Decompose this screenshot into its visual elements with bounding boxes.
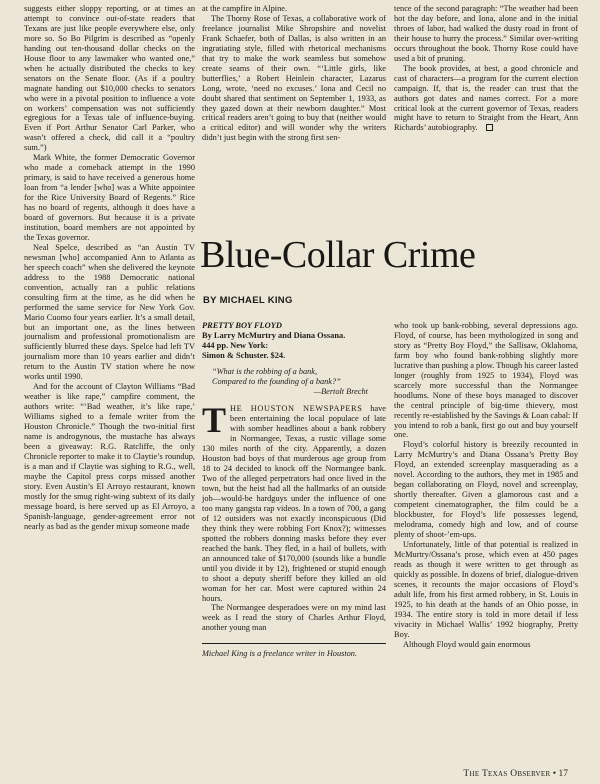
book-publisher: Simon & Schuster. $24. [202, 351, 286, 360]
paragraph: suggests either sloppy reporting, or at times an attempt to convince out-of-state readers that Texans are just like people everywhere else, only more so. So Bo Pilgrim is described as “openly handing out ten-thousand dollar checks on the House floor to any lawmaker who wanted one,” when he actually distributed the checks to key senators on the Senate floor. (As if a poultry magnate handing out $10,000 checks to senators who were in a pivotal position to influence a vote on workers’ compensation was not sufficiently egregious for a Texas tale of influence-buying. Even if Port Arthur Senator Carl Parker, who wasn’t offered a check, did call it a “poultry sum.”) [24, 4, 195, 153]
lead-in-caps: HE HOUSTON NEWSPAPERS [230, 404, 363, 414]
epigraph-line: “What is the robbing of a bank, [212, 367, 318, 376]
column-right-bottom [394, 321, 578, 649]
book-authors: By Larry McMurtry and Diana Ossana. [202, 331, 346, 340]
paragraph-with-end-mark [394, 64, 578, 134]
paragraph: Neal Spelce, described as “an Austin TV newsman [who] accompanied Ann to Atlanta as her speech coach” when she delivered the keynote address to the 1988 Democratic national convention, actually ran a public relations consulting firm at the time, as he did when he performed the same service for New York Gov. Mario Cuomo four years earlier. It’s a small detail, but an important one, as the lines between journalism and professional promotionalism are sufficiently blurred these days. Spelce had left TV journalism more than 10 years earlier and didn’t return to the Austin TV station where he now works until 1990. [24, 242, 195, 382]
column-middle-top [202, 4, 386, 143]
drop-cap: T [202, 400, 227, 441]
epigraph-line: Compared to the founding of a bank?” [212, 376, 341, 386]
column-left [24, 4, 195, 532]
article-headline: Blue-Collar Crime [200, 234, 476, 276]
paragraph: And for the account of Clayton Williams “Bad weather is like rape,” campfire comment, the authors write: “‘Bad weather, it’s like rape,’ Williams sighed to a female writer from the Houston Chronicle.” Though the two-initial first name is androgynous, the mustache has always been a giveaway: R.G. Ratcliffe, the only Chronicle reporter to make it to Claytie’s roundup, is a man and if Claytie was sighing to R.G., well, maybe the Capitol press corps missed another story. Even Austin’s El Arroyo restaurant, known mostly for the smug right-wing subtext of its daily message board, is here served up as El Arroyo, a Spanish-language, gender-agreement error not nearly as bad as the gender mixup someone made [24, 382, 195, 531]
column-middle-bottom [202, 321, 386, 659]
paragraph: The Thorny Rose of Texas, a collaborative work of freelance journalist Mike Shropshire and novelist Frank Schaefer, both of Dallas, is also written in an ingratiating style, filled with rhetorical mechanisms that try to make the work seamless but somehow create seams of their own. “‘Little girls, like butterflies,’ a Robert Heinlein character, Lazarus Long, wrote, ‘need no excuses.’ Iona and Cecil no doubt shared that sentiment on September 1, 1933, as they gazed down at their newborn daughter.” Most critical readers aren’t going to buy that (neither would a critical editor) and will wonder why the writers didn’t just begin with the strong first sen- [202, 13, 386, 143]
book-pages: 444 pp. New York: [202, 341, 269, 350]
paragraph: tence of the second paragraph: “The weather had been hot the day before, and Iona, alone and in the initial throes of labor, had walked the dusty road in front of their house to hurry the process.” Similar over-writing occurs throughout the book. Thorny Rose could have used a bit of pruning. [394, 4, 578, 63]
book-title: PRETTY BOY FLOYD [202, 321, 282, 330]
paragraph: who took up bank-robbing, several depressions ago. Floyd, of course, has been mythologized in song and story as “Pretty Boy Floyd,” the Sallisaw, Oklahoma, farm boy who found bank-robbing slightly more lucrative than pushing a plow. Though his career lasted longer (roughly from 1925 to 1934), Floyd was scarcely more successful than the Normangee hoodlums. None of these boys managed to discover the central principle of big-time thievery, most recently re-established by the Savings & Loan cabal: If you intend to rob a bank, first go out and buy yourself one. [394, 321, 578, 440]
paragraph: The Normangee desperadoes were on my mind last week as I read the story of Charles Arthur Floyd, another young man [202, 603, 386, 633]
folio-bullet: • [552, 769, 557, 779]
page-number: 17 [558, 769, 568, 779]
magazine-name: The Texas Observer [463, 769, 551, 779]
page-footer [463, 769, 568, 779]
lead-paragraph [202, 400, 386, 603]
paragraph-text: The book provides, at best, a good chronicle and cast of characters—a program for the current election campaign. If, that is, the reader can trust that the authors got dates and names correct. For a more critical look at the current governor of Texas, readers might have to return to Straight from the Heart, Ann Richards’ autobiography. [394, 63, 578, 133]
article-byline: BY MICHAEL KING [203, 295, 293, 306]
paragraph: Although Floyd would gain enormous [403, 639, 531, 649]
paragraph: Unfortunately, little of that potential is realized in McMurtry/Ossana’s prose, which even at 450 pages reads as though it were written to get through as quickly as possible. In dozens of brief, dialogue-driven scenes, it recounts the major occasions of Floyd’s adult life, from his first armed robbery, in St. Louis in 1925, to his death at the hands of an Ohio posse, in 1934. The entire story is told in more detail if less vivacity in Michael Wallis’ 1992 biography, Pretty Boy. [394, 539, 578, 639]
epigraph [212, 367, 386, 396]
end-of-article-mark [486, 124, 493, 131]
epigraph-attribution: —Bertolt Brecht [313, 386, 368, 396]
column-right-top [394, 4, 578, 133]
book-info [202, 321, 386, 361]
divider-rule [202, 643, 386, 644]
lead-text: have been entertaining the local populace of late with somber headlines about a bank robbery in Normangee, Texas, a rustic village some 130 miles north of the city. Apparently, a dozen Houston bad boys of that murderous age group from 18 to 24 decided to knock off the Normangee bank. Two of the alleged perpetrators had once lived in the town, but the heist had all the hallmarks of an outside job—would-be hardguys under the influence of one too many gangsta rap videos. In a town of 700, a gang of 12 outsiders was not exactly inconspicuous (Did they think they were robbing Fort Knox?); witnesses spotted the robbers donning masks before they ever reached the bank. They fled, in a hail of bullets, with an announced take of $170,000 (sounds like a bundle until you divide it by 12), frightened or stupid enough to shoot a deputy sheriff before they killed an old woman for her car. Most were captured within 24 hours. [202, 404, 386, 603]
paragraph: Floyd’s colorful history is breezily recounted in Larry McMurtry’s and Diana Ossana’s Pretty Boy Floyd, an extended screenplay masquerading as a novel. According to the authors, they met in 1985 and began collaborating on Floyd, novel and screenplay, shortly thereafter. Given a glamorous cast and a competent cinematographer, the film could be a blockbuster, for Floyd’s life possesses legend, melodrama, comedy high and low, and of course plenty of shoot-’em-ups. [394, 440, 578, 540]
author-bio: Michael King is a freelance writer in Houston. [202, 649, 358, 659]
paragraph: Mark White, the former Democratic Governor who made a comeback attempt in the 1990 primary, is said to have received a generous home loan from “a lender [who] was a White appointee for the Rice University Board of Regents.” Rice has no board of regents, although it does have a board of governors. But because it is a private institution, board members are not appointed by the Texas governor. [24, 153, 195, 242]
paragraph: at the campfire in Alpine. [202, 4, 288, 13]
